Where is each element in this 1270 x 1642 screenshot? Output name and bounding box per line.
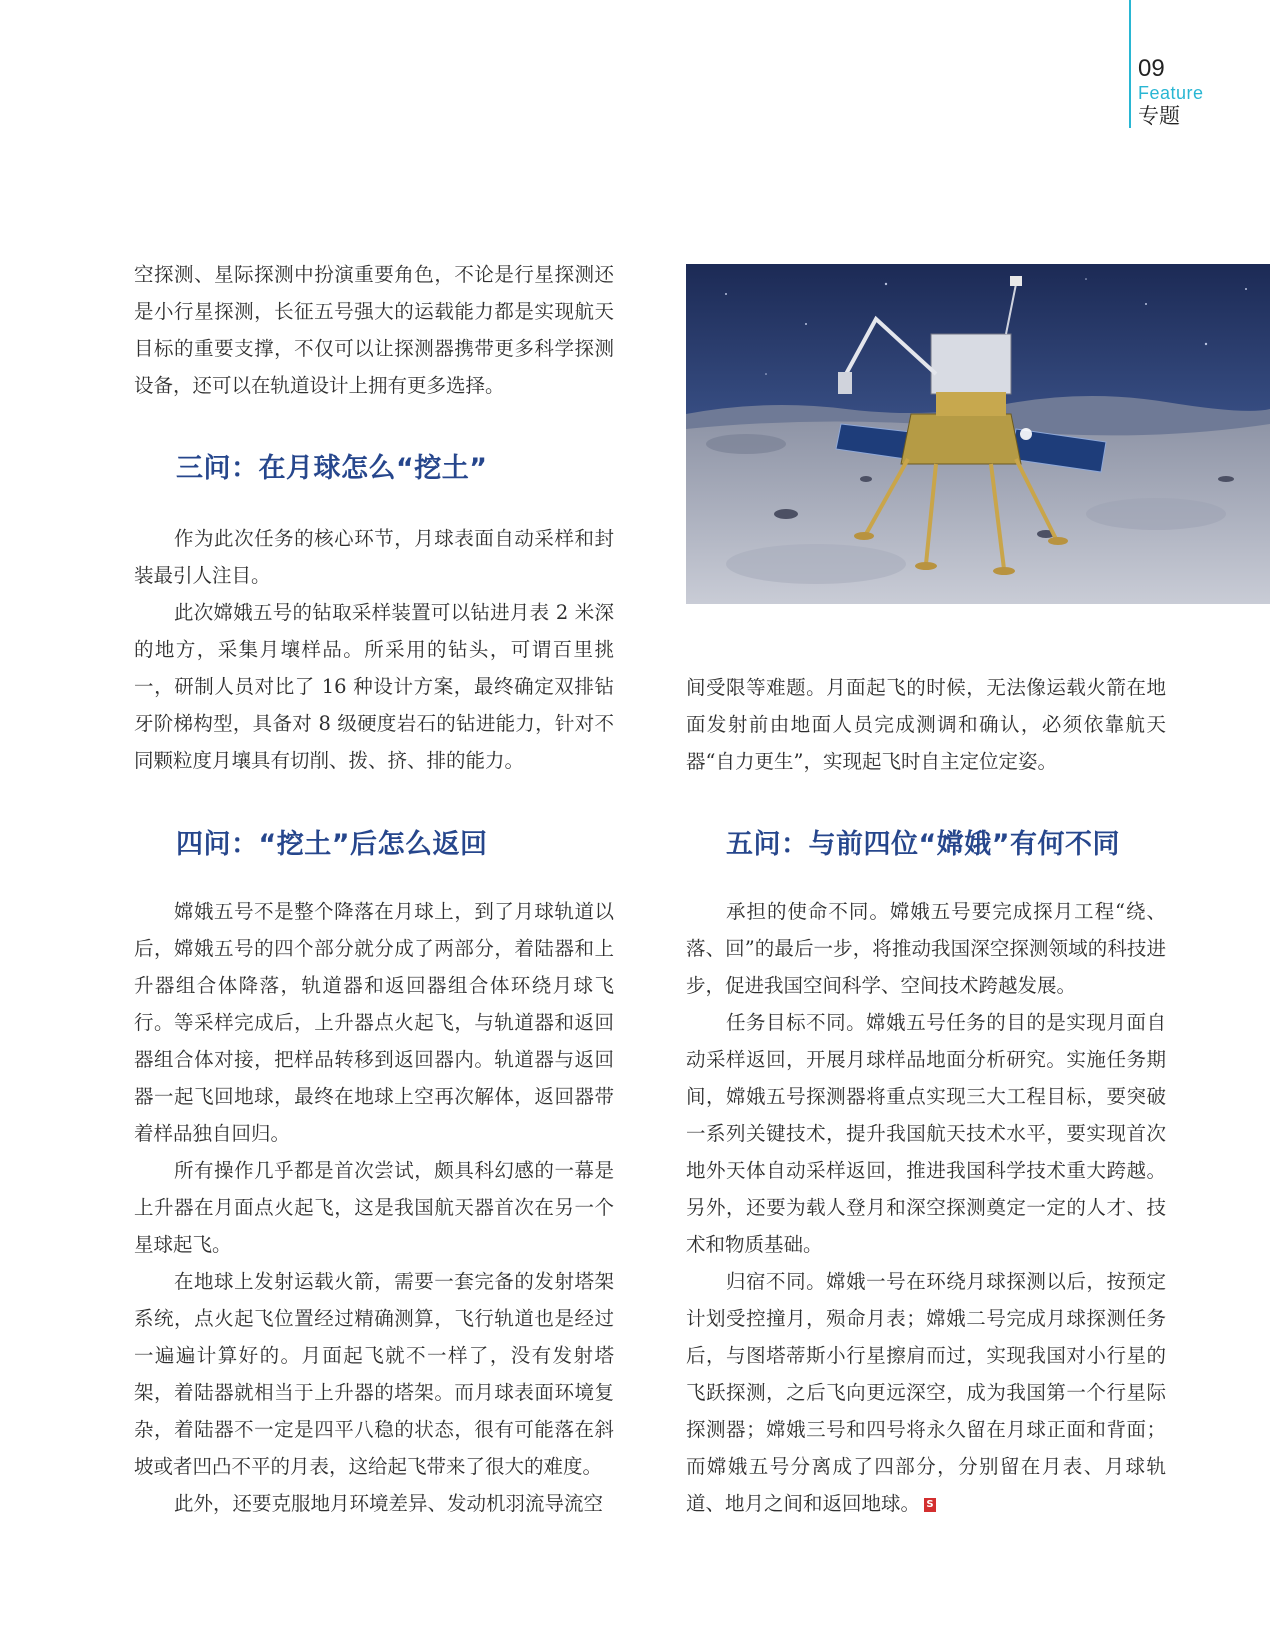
- left-q4-body: [134, 893, 614, 1522]
- left-intro: [134, 256, 614, 404]
- left-q3-body: [134, 520, 614, 779]
- q3-paragraph-1: 作为此次任务的核心环节，月球表面自动采样和封装最引人注目。: [134, 527, 614, 587]
- q5-paragraph-3: [686, 1263, 1166, 1522]
- heading-q4: 四问：“挖土”后怎么返回: [176, 829, 488, 860]
- heading-q5: 五问：与前四位“嫦娥”有何不同: [726, 829, 1120, 860]
- header-rule: [1129, 0, 1131, 128]
- q4-paragraph-1: 嫦娥五号不是整个降落在月球上，到了月球轨道以后，嫦娥五号的四个部分就分成了两部分，着陆器和上升器组合体降落，轨道器和返回器组合体环绕月球飞行。等采样完成后，上升器点火起飞，与轨道器和返回器组合体对接，把样品转移到返回器内。轨道器与返回器一起飞回地球，最终在地球上空再次解体，返回器带着样品独自回归。: [134, 900, 614, 1145]
- section-label-en: Feature: [1138, 83, 1204, 103]
- section-label-cn: 专题: [1138, 104, 1180, 128]
- lander-illustration: [686, 264, 1270, 604]
- right-continuation: [686, 669, 1166, 780]
- heading-q3: 三问：在月球怎么“挖土”: [176, 453, 488, 484]
- intro-paragraph: 空探测、星际探测中扮演重要角色，不论是行星探测还是小行星探测，长征五号强大的运载能力都是实现航天目标的重要支撑，不仅可以让探测器携带更多科学探测设备，还可以在轨道设计上拥有更多选择。: [134, 263, 614, 397]
- q4-paragraph-2: 所有操作几乎都是首次尝试，颇具科幻感的一幕是上升器在月面点火起飞，这是我国航天器首次在另一个星球起飞。: [134, 1159, 614, 1256]
- q3-paragraph-2: 此次嫦娥五号的钻取采样装置可以钻进月表 2 米深的地方，采集月壤样品。所采用的钻头，可谓百里挑一，研制人员对比了 16 种设计方案，最终确定双排钻牙阶梯构型，具备对 8 级硬度岩石的钻进能力，针对不同颗粒度月壤具有切削、拨、挤、排的能力。: [134, 601, 614, 772]
- q5-paragraph-2: 任务目标不同。嫦娥五号任务的目的是实现月面自动采样返回，开展月球样品地面分析研究。实施任务期间，嫦娥五号探测器将重点实现三大工程目标，要突破一系列关键技术，提升我国航天技术水平，要实现首次地外天体自动采样返回，推进我国科学技术重大跨越。另外，还要为载人登月和深空探测奠定一定的人才、技术和物质基础。: [686, 1011, 1166, 1256]
- q4-paragraph-3: 在地球上发射运载火箭，需要一套完备的发射塔架系统，点火起飞位置经过精确测算，飞行轨道也是经过一遍遍计算好的。月面起飞就不一样了，没有发射塔架，着陆器就相当于上升器的塔架。而月球表面环境复杂，着陆器不一定是四平八稳的状态，很有可能落在斜坡或者凹凸不平的月表，这给起飞带来了很大的难度。: [134, 1270, 614, 1478]
- lander-photo: [686, 264, 1270, 604]
- q4-paragraph-4: 此外，还要克服地月环境差异、发动机羽流导流空: [174, 1492, 604, 1515]
- end-mark-icon: S: [924, 1498, 936, 1512]
- page-number: 09: [1138, 55, 1165, 82]
- q5-paragraph-3-text: 归宿不同。嫦娥一号在环绕月球探测以后，按预定计划受控撞月，殒命月表；嫦娥二号完成月球探测任务后，与图塔蒂斯小行星擦肩而过，实现我国对小行星的飞跃探测，之后飞向更远深空，成为我国第一个行星际探测器；嫦娥三号和四号将永久留在月球正面和背面；而嫦娥五号分离成了四部分，分别留在月表、月球轨道、地月之间和返回地球。: [686, 1270, 1166, 1515]
- q5-paragraph-1: 承担的使命不同。嫦娥五号要完成探月工程“绕、落、回”的最后一步，将推动我国深空探测领域的科技进步，促进我国空间科学、空间技术跨越发展。: [686, 900, 1166, 997]
- continuation-paragraph: 间受限等难题。月面起飞的时候，无法像运载火箭在地面发射前由地面人员完成测调和确认，必须依靠航天器“自力更生”，实现起飞时自主定位定姿。: [686, 676, 1166, 773]
- right-q5-body: [686, 893, 1166, 1522]
